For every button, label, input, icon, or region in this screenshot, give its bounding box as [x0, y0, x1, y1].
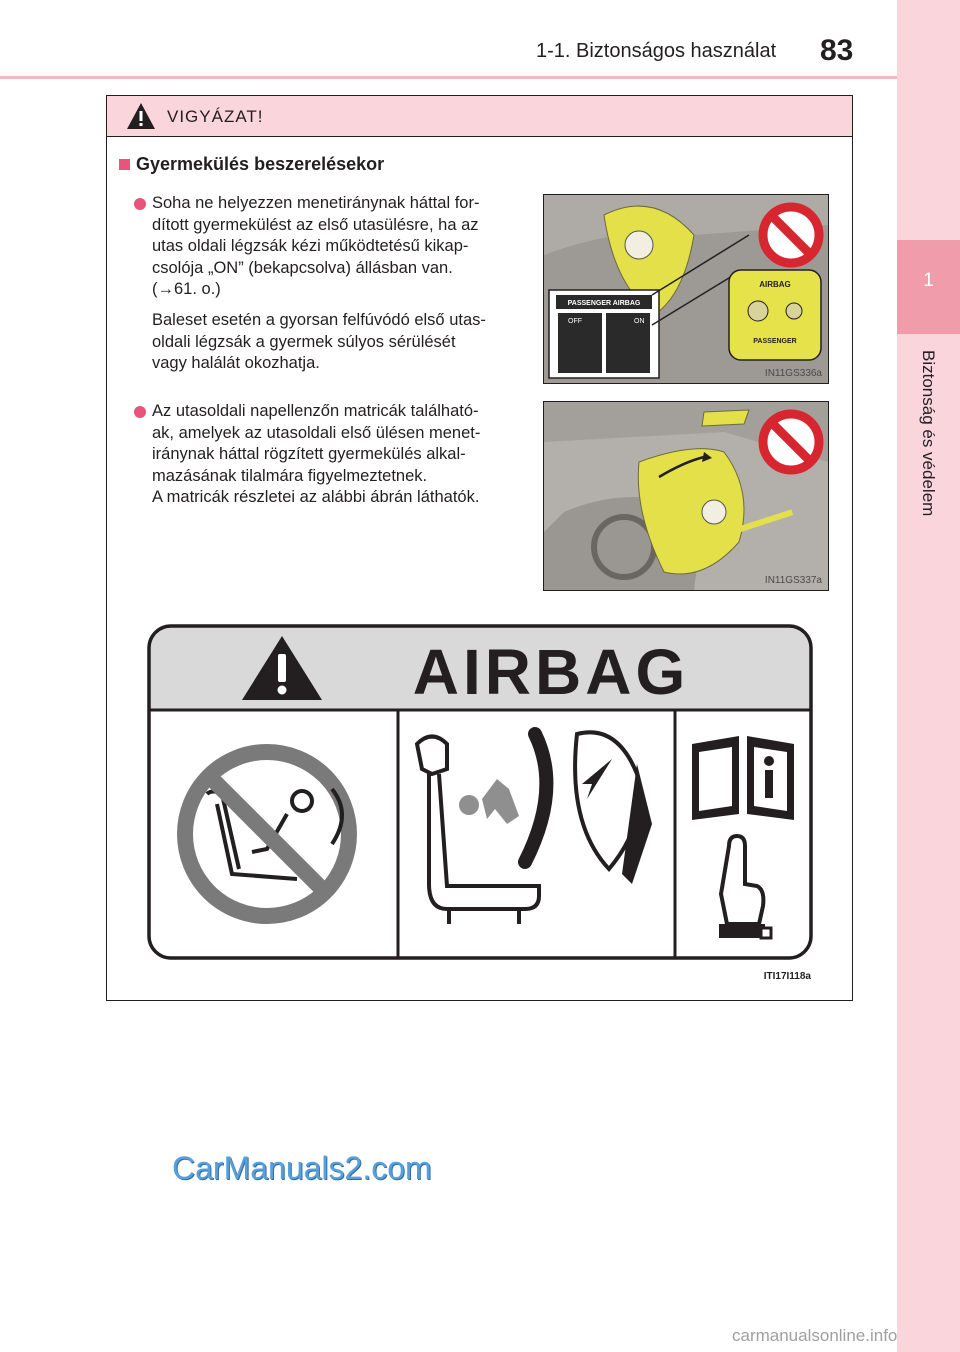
figure-sun-visor — [543, 401, 829, 591]
chapter-title: Biztonság és védelem — [919, 350, 938, 517]
section-title: 1-1. Biztonságos használat — [536, 40, 777, 62]
figure-sun-visor-illustration — [544, 402, 828, 590]
section-heading-text: Gyermekülés beszerelésekor — [136, 154, 385, 174]
off-label: OFF — [568, 318, 582, 325]
passenger-airbag-label: PASSENGER AIRBAG — [567, 300, 641, 307]
bullet1-text — [152, 193, 520, 301]
watermark-link[interactable]: CarManuals2.com — [172, 1150, 432, 1186]
passenger-label: PASSENGER — [753, 338, 797, 345]
bullet1-line: Soha ne helyezzen menetiránynak háttal for- — [152, 194, 480, 212]
bullet2-line: Az utasoldali napellenzőn matricák található- — [152, 402, 479, 420]
bullet1-line: dított gyermekülést az első utasülésre, ha az — [152, 215, 479, 234]
bullet2-line: mazásának tilalmára figyelmeztetnek. — [152, 466, 428, 485]
figure2-code: IN11GS337a — [764, 575, 822, 586]
sticker-code: ITI17I118a — [763, 971, 811, 982]
footer-site-mark[interactable]: carmanualsonline.info — [732, 1326, 898, 1345]
figure-airbag-switch-illustration — [544, 195, 828, 383]
page-number: 83 — [820, 34, 854, 67]
warning-header — [107, 96, 852, 137]
warning-box — [106, 95, 853, 1001]
figure-airbag-switch — [543, 194, 829, 384]
bullet-dot-icon — [134, 406, 146, 418]
bullet2-line: iránynak háttal rögzített gyermekülés alkal- — [152, 445, 466, 463]
bullet1-line: utas oldali légzsák kézi működtetésű kikap- — [152, 237, 469, 255]
bullet-dot-icon — [134, 198, 146, 210]
figure1-code: IN11GS336a — [764, 368, 822, 379]
chapter-side-tab — [897, 0, 960, 1352]
warning-title: VIGYÁZAT! — [167, 107, 264, 126]
bullet1-extra-text — [152, 310, 520, 375]
airbag-sticker — [147, 624, 813, 982]
bullet1-extra-line: Baleset esetén a gyorsan felfúvódó első utas- — [152, 311, 486, 329]
bullet2-text — [152, 401, 520, 509]
warning-triangle-icon — [125, 101, 157, 136]
bullet2-line: A matricák részletei az alábbi ábrán láthatók. — [152, 488, 480, 506]
header-rule — [0, 76, 897, 79]
no-rear-facing-seat-icon — [185, 752, 349, 916]
airbag-label: AIRBAG — [759, 280, 791, 289]
bullet1-line: csolója „ON” (bekapcsolva) állásban van. — [152, 258, 453, 277]
bullet1-extra-line: vagy halálát okozhatja. — [152, 354, 320, 372]
bullet1-line: (→61. o.) — [152, 280, 221, 298]
on-label: ON — [634, 318, 645, 325]
bullet1-extra-line: oldali légzsák a gyermek súlyos sérülését — [152, 332, 456, 351]
bullet2-line: ak, amelyek az utasoldali első ülésen menet- — [152, 423, 481, 442]
square-bullet-icon — [119, 159, 130, 170]
airbag-sticker-graphic — [147, 624, 813, 960]
sticker-title: AIRBAG — [412, 636, 690, 708]
chapter-number: 1 — [923, 270, 934, 291]
section-heading — [119, 154, 384, 175]
